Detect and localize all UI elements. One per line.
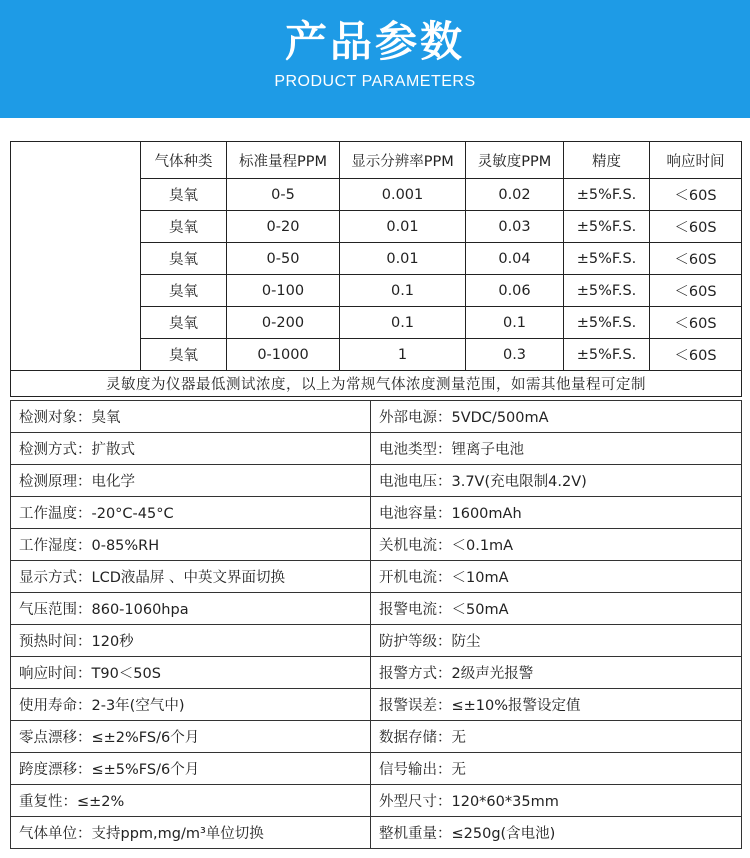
table-row xyxy=(11,275,742,307)
table-cell: 0.01 xyxy=(340,211,466,243)
param-left: 显示方式：LCD液晶屏 、中英文界面切换 xyxy=(11,561,371,593)
table-cell: ＜60S xyxy=(650,211,742,243)
param-left: 工作湿度：0-85%RH xyxy=(11,529,371,561)
table-cell: ＜60S xyxy=(650,243,742,275)
table-cell: 臭氧 xyxy=(141,307,227,339)
table-cell: 0.06 xyxy=(466,275,564,307)
table-cell: 0.1 xyxy=(466,307,564,339)
table-row xyxy=(11,529,742,561)
spec-note: 灵敏度为仪器最低测试浓度，以上为常规气体浓度测量范围，如需其他量程可定制 xyxy=(11,371,742,397)
table-row xyxy=(11,465,742,497)
column-header: 灵敏度PPM xyxy=(466,142,564,179)
column-header: 显示分辨率PPM xyxy=(340,142,466,179)
param-left: 气体单位：支持ppm,mg/m³单位切换 xyxy=(11,817,371,849)
param-right: 电池电压：3.7V(充电限制4.2V) xyxy=(371,465,742,497)
param-right: 数据存储：无 xyxy=(371,721,742,753)
column-header: 精度 xyxy=(564,142,650,179)
table-row xyxy=(11,657,742,689)
table-row xyxy=(11,625,742,657)
table-cell: 0-200 xyxy=(227,307,340,339)
spec-table xyxy=(10,141,742,397)
table-cell: 臭氧 xyxy=(141,179,227,211)
table-row xyxy=(11,243,742,275)
table-cell: ±5%F.S. xyxy=(564,243,650,275)
param-left: 跨度漂移：≤±5%FS/6个月 xyxy=(11,753,371,785)
table-cell: ±5%F.S. xyxy=(564,339,650,371)
table-cell: 0.04 xyxy=(466,243,564,275)
table-cell: 0-100 xyxy=(227,275,340,307)
table-cell: ＜60S xyxy=(650,339,742,371)
column-header: 气体种类 xyxy=(141,142,227,179)
param-left: 检测方式：扩散式 xyxy=(11,433,371,465)
param-right: 电池容量：1600mAh xyxy=(371,497,742,529)
header-banner xyxy=(0,0,750,118)
column-header: 响应时间 xyxy=(650,142,742,179)
param-right: 整机重量：≤250g(含电池) xyxy=(371,817,742,849)
param-right: 外型尺寸：120*60*35mm xyxy=(371,785,742,817)
table-cell: ±5%F.S. xyxy=(564,275,650,307)
table-cell: ＜60S xyxy=(650,307,742,339)
table-row xyxy=(11,211,742,243)
column-header: 标准量程PPM xyxy=(227,142,340,179)
param-right: 外部电源：5VDC/500mA xyxy=(371,401,742,433)
table-cell: 臭氧 xyxy=(141,243,227,275)
table-row xyxy=(11,721,742,753)
spec-table-corner xyxy=(11,142,141,179)
table-row xyxy=(11,179,742,211)
table-cell: 0.1 xyxy=(340,275,466,307)
param-right: 关机电流：＜0.1mA xyxy=(371,529,742,561)
table-cell: ±5%F.S. xyxy=(564,179,650,211)
param-left: 气压范围：860-1060hpa xyxy=(11,593,371,625)
table-row xyxy=(11,753,742,785)
param-right: 信号输出：无 xyxy=(371,753,742,785)
table-row xyxy=(11,307,742,339)
table-cell: 0-5 xyxy=(227,179,340,211)
table-cell: 臭氧 xyxy=(141,339,227,371)
table-cell: 0-1000 xyxy=(227,339,340,371)
table-cell: 0.3 xyxy=(466,339,564,371)
table-row xyxy=(11,561,742,593)
page-title: 产品参数 xyxy=(284,17,465,66)
param-right: 开机电流：＜10mA xyxy=(371,561,742,593)
table-cell: 0.02 xyxy=(466,179,564,211)
param-left: 重复性：≤±2% xyxy=(11,785,371,817)
table-cell: ＜60S xyxy=(650,275,742,307)
table-cell: 臭氧 xyxy=(141,275,227,307)
table-row xyxy=(11,817,742,849)
table-cell: 1 xyxy=(340,339,466,371)
table-cell: 0.1 xyxy=(340,307,466,339)
params-table xyxy=(10,400,742,849)
param-left: 检测原理：电化学 xyxy=(11,465,371,497)
table-cell: ±5%F.S. xyxy=(564,307,650,339)
param-right: 防护等级：防尘 xyxy=(371,625,742,657)
table-cell: 0.01 xyxy=(340,243,466,275)
param-right: 报警方式：2级声光报警 xyxy=(371,657,742,689)
param-right: 报警误差：≤±10%报警设定值 xyxy=(371,689,742,721)
page-subtitle: PRODUCT PARAMETERS xyxy=(274,73,476,90)
table-cell: ＜60S xyxy=(650,179,742,211)
table-cell: 0.03 xyxy=(466,211,564,243)
table-row xyxy=(11,339,742,371)
table-cell: 0.001 xyxy=(340,179,466,211)
param-left: 使用寿命：2-3年(空气中) xyxy=(11,689,371,721)
spec-note-row xyxy=(11,371,742,397)
table-cell: 臭氧 xyxy=(141,211,227,243)
table-row xyxy=(11,497,742,529)
table-row xyxy=(11,689,742,721)
table-cell: 0-20 xyxy=(227,211,340,243)
param-right: 电池类型：锂离子电池 xyxy=(371,433,742,465)
param-left: 预热时间：120秒 xyxy=(11,625,371,657)
param-left: 工作温度：-20°C-45°C xyxy=(11,497,371,529)
table-row xyxy=(11,593,742,625)
param-right: 报警电流：＜50mA xyxy=(371,593,742,625)
param-left: 零点漂移：≤±2%FS/6个月 xyxy=(11,721,371,753)
table-row xyxy=(11,785,742,817)
param-left: 响应时间：T90＜50S xyxy=(11,657,371,689)
table-row xyxy=(11,433,742,465)
table-cell: 0-50 xyxy=(227,243,340,275)
param-left: 检测对象：臭氧 xyxy=(11,401,371,433)
spec-table-header-row xyxy=(11,142,742,179)
table-cell: ±5%F.S. xyxy=(564,211,650,243)
table-row xyxy=(11,401,742,433)
